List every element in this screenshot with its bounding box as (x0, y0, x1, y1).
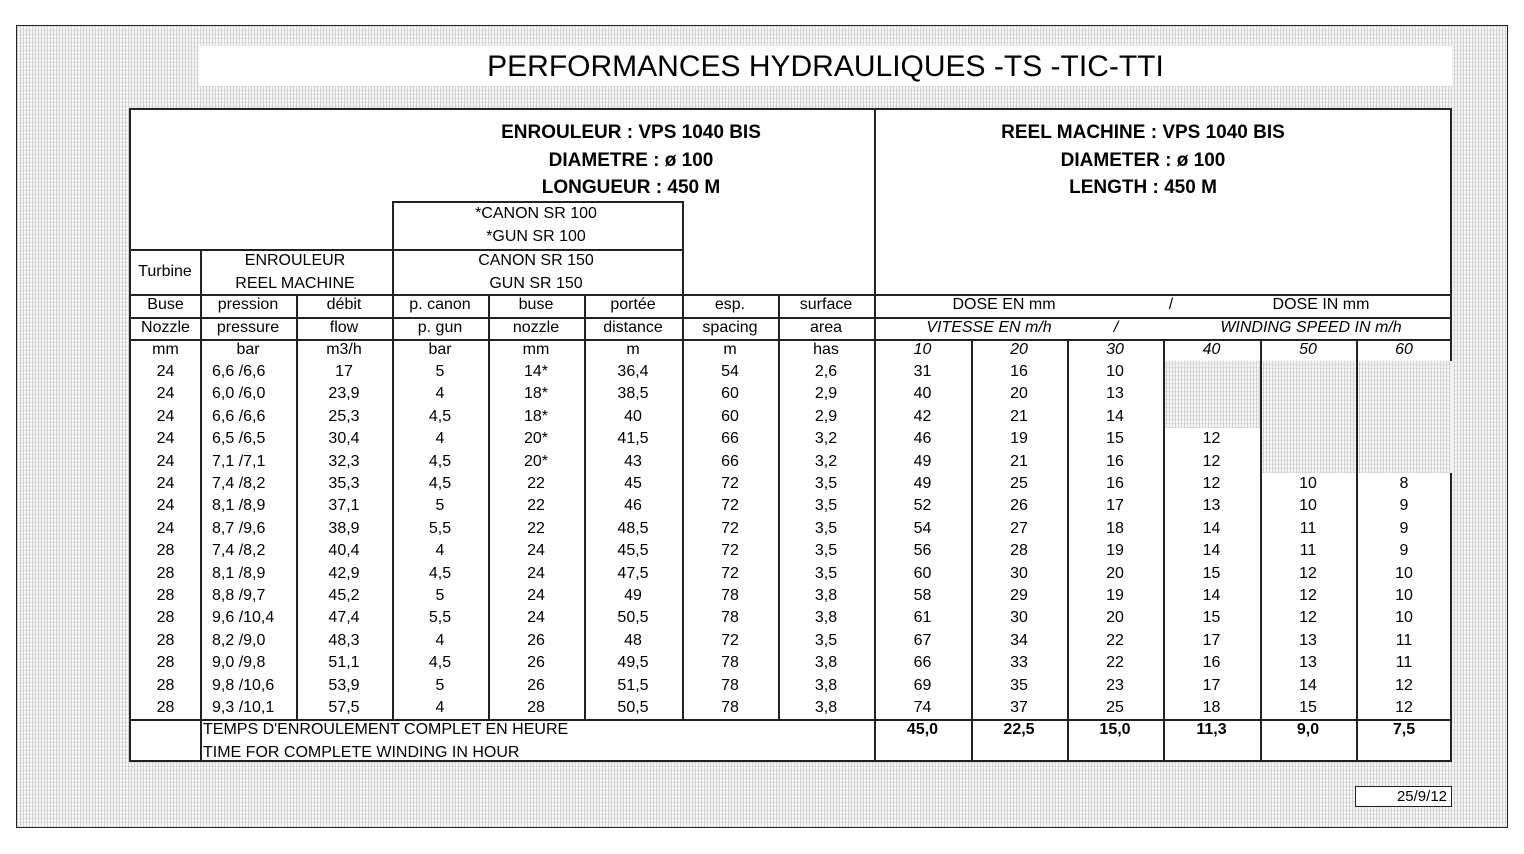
table-cell: 22 (527, 497, 545, 515)
table-cell: 11 (1395, 631, 1413, 649)
table-cell: 24 (156, 475, 175, 492)
table-cell: 26 (527, 654, 545, 672)
col-unit-3: bar (428, 341, 452, 358)
table-cell: 49,5 (617, 654, 649, 672)
table-cell: 6,6 /6,6 (212, 363, 266, 380)
table-cell: 54 (913, 519, 932, 537)
table-cell: 24 (156, 407, 175, 425)
table-cell: 26 (1010, 497, 1028, 515)
table-cell: 31 (913, 363, 932, 380)
table-cell: 34 (1010, 631, 1028, 649)
table-cell: 28 (156, 631, 175, 649)
table-cell: 14 (1299, 676, 1317, 694)
table-cell: 5 (435, 587, 445, 604)
table-cell: 72 (721, 564, 739, 582)
table-cell: 66 (721, 430, 739, 448)
table-cell: 10 (1299, 497, 1317, 515)
table-cell: 38,9 (328, 519, 360, 537)
table-cell: 78 (721, 676, 739, 694)
table-cell: 8,1 /8,9 (212, 564, 266, 582)
table-cell: 16 (1106, 452, 1124, 470)
col-header-fr-1: pression (217, 296, 279, 313)
col-header-en-6: spacing (702, 319, 758, 336)
col-header-fr-5: portée (610, 296, 656, 313)
table-cell: 25 (1106, 699, 1124, 716)
table-cell: 17 (335, 363, 353, 380)
table-cell: 12 (1202, 475, 1221, 492)
dose-label-fr: DOSE EN mm (952, 296, 1056, 313)
table-cell: 14 (1202, 587, 1221, 604)
table-cell: 28 (156, 542, 175, 560)
table-cell: 21 (1010, 407, 1028, 425)
table-cell: 3,5 (814, 542, 838, 560)
table-cell: 4 (435, 542, 445, 560)
gun-box-right (682, 201, 684, 294)
table-cell: 61 (913, 609, 932, 627)
reel-label-fr: ENROULEUR (244, 252, 346, 269)
table-cell: 36,4 (617, 363, 649, 380)
table-cell: 5,5 (428, 519, 452, 537)
table-cell: 20* (523, 452, 549, 470)
col-header-fr-6: esp. (714, 296, 746, 313)
speed-separator: / (1113, 319, 1119, 336)
table-cell: 42,9 (328, 564, 360, 582)
turbine-top (131, 249, 392, 251)
table-cell: 16 (1010, 363, 1028, 380)
col-unit-5: m (626, 341, 640, 358)
table-cell: 49 (913, 452, 932, 470)
table-cell: 10 (1395, 564, 1413, 582)
table-cell: 24 (156, 452, 175, 470)
date-stamp: 25/9/12 (1355, 786, 1452, 807)
col-unit-4: mm (522, 341, 550, 358)
table-cell: 78 (721, 609, 739, 627)
table-cell: 22 (1106, 631, 1124, 649)
table-cell: 40 (624, 407, 642, 425)
table-cell: 6,0 /6,0 (212, 385, 266, 403)
table-cell: 12 (1395, 676, 1413, 694)
gun-box-2 (391, 249, 681, 295)
table-cell: 51,1 (328, 654, 360, 672)
table-cell: 42 (913, 407, 932, 425)
table-cell: 32,3 (328, 452, 360, 470)
table-cell: 48 (624, 631, 642, 649)
table-cell: 5 (435, 497, 445, 515)
table-cell: 30 (1010, 564, 1028, 582)
table-cell: 7,4 /8,2 (212, 475, 266, 492)
table-cell: 19 (1106, 542, 1124, 560)
table-cell: 13 (1106, 385, 1124, 403)
speed-value-1: 20 (1010, 341, 1028, 358)
table-cell: 72 (721, 497, 739, 515)
table-cell: 27 (1010, 519, 1028, 537)
table-cell: 48,3 (328, 631, 360, 649)
table-cell: 17 (1202, 676, 1221, 694)
table-cell: 30 (1010, 609, 1028, 627)
table-cell: 16 (1106, 475, 1124, 492)
col-header-en-2: flow (329, 319, 359, 336)
table-cell: 45,2 (328, 587, 360, 604)
col-unit-2: m3/h (326, 341, 362, 358)
speed-value-0: 10 (913, 341, 932, 358)
table-cell: 74 (913, 699, 932, 716)
table-cell: 3,8 (814, 654, 838, 672)
gun-1-en: *GUN SR 100 (486, 228, 586, 245)
table-cell: 37 (1010, 699, 1028, 716)
table-cell: 3,5 (814, 519, 838, 537)
table-cell: 4,5 (428, 654, 452, 672)
col-header-fr-2: débit (326, 296, 362, 313)
table-cell: 72 (721, 631, 739, 649)
gun-box-left (392, 201, 394, 294)
table-cell: 4,5 (428, 564, 452, 582)
table-cell: 47,4 (328, 609, 360, 627)
table-cell: 18 (1106, 519, 1124, 537)
table-cell: 4 (435, 430, 445, 448)
table-cell: 2,6 (814, 363, 838, 380)
table-cell: 12 (1202, 452, 1221, 470)
gun-2-en: GUN SR 150 (489, 275, 583, 292)
page-title: PERFORMANCES HYDRAULIQUES -TS -TIC-TTI (199, 46, 1452, 86)
table-cell: 14* (523, 363, 549, 380)
speed-label-en: WINDING SPEED IN m/h (1220, 319, 1402, 336)
table-cell: 46 (913, 430, 932, 448)
col-header-en-0: Nozzle (141, 319, 190, 336)
table-cell: 54 (721, 363, 739, 380)
table-cell: 24 (527, 564, 545, 582)
empty-cell-shading (1356, 361, 1452, 473)
machine-fr: ENROULEUR : VPS 1040 BIS (501, 122, 761, 143)
winding-time-0: 45,0 (906, 721, 939, 739)
table-cell: 25 (1010, 475, 1028, 492)
table-cell: 20 (1106, 564, 1124, 582)
table-cell: 23 (1106, 676, 1124, 694)
table-cell: 26 (527, 631, 545, 649)
table-cell: 15 (1202, 609, 1221, 627)
table-cell: 9,6 /10,4 (212, 609, 275, 627)
table-cell: 4,5 (428, 407, 452, 425)
table-cell: 3,8 (814, 609, 838, 627)
dose-label-en: DOSE IN mm (1272, 296, 1370, 313)
reel-label-en: REEL MACHINE (235, 275, 355, 292)
col-header-en-1: pressure (216, 319, 280, 336)
performance-table (129, 108, 1452, 762)
table-cell: 2,9 (814, 407, 838, 425)
table-cell: 35 (1010, 676, 1028, 694)
table-cell: 50,5 (617, 609, 649, 627)
table-cell: 15 (1299, 699, 1317, 716)
empty-cell-shading (1260, 361, 1356, 473)
diameter-en: DIAMETER : ø 100 (1060, 149, 1226, 171)
table-cell: 78 (721, 587, 739, 604)
table-cell: 45 (624, 475, 642, 492)
gun-2-fr: CANON SR 150 (478, 252, 594, 269)
table-cell: 9 (1399, 519, 1409, 537)
table-cell: 13 (1202, 497, 1221, 515)
col-header-fr-7: surface (799, 296, 853, 313)
table-cell: 11 (1299, 519, 1317, 537)
table-cell: 10 (1299, 475, 1317, 492)
table-cell: 24 (156, 497, 175, 515)
table-cell: 56 (913, 542, 932, 560)
table-cell: 28 (156, 676, 175, 694)
table-cell: 12 (1202, 430, 1221, 448)
table-cell: 12 (1299, 564, 1317, 582)
table-cell: 57,5 (328, 699, 360, 716)
table-cell: 4 (435, 631, 445, 649)
table-cell: 3,5 (814, 475, 838, 492)
dose-separator: / (1168, 296, 1174, 313)
table-cell: 15 (1106, 430, 1124, 448)
table-cell: 52 (913, 497, 932, 515)
table-cell: 26 (527, 676, 545, 694)
table-cell: 3,2 (814, 430, 838, 448)
table-cell: 18* (523, 385, 549, 403)
table-cell: 60 (913, 564, 932, 582)
table-cell: 78 (721, 654, 739, 672)
table-cell: 11 (1395, 654, 1413, 672)
gun-box-1 (391, 202, 681, 248)
table-cell: 3,8 (814, 587, 838, 604)
winding-time-2: 15,0 (1099, 721, 1131, 739)
col-header-en-7: area (809, 319, 843, 336)
table-cell: 20* (523, 430, 549, 448)
speed-value-5: 60 (1395, 341, 1413, 358)
table-cell: 3,8 (814, 676, 838, 694)
table-cell: 4 (435, 699, 445, 716)
table-cell: 60 (721, 407, 739, 425)
winding-time-1: 22,5 (1003, 721, 1035, 739)
length-en: LENGTH : 450 M (1069, 177, 1217, 198)
footer-label-fr: TEMPS D'ENROULEMENT COMPLET EN HEURE (203, 721, 569, 739)
table-cell: 28 (156, 699, 175, 716)
diameter-fr: DIAMETRE : ø 100 (548, 149, 714, 171)
table-cell: 9,8 /10,6 (212, 676, 275, 694)
table-cell: 24 (156, 519, 175, 537)
gun-1-fr: *CANON SR 100 (475, 205, 597, 222)
speed-value-3: 40 (1202, 341, 1221, 358)
col-header-en-4: nozzle (512, 319, 560, 336)
table-cell: 2,9 (814, 385, 838, 403)
table-cell: 12 (1299, 609, 1317, 627)
table-cell: 37,1 (328, 497, 360, 515)
speed-value-2: 30 (1106, 341, 1124, 358)
table-cell: 8 (1399, 475, 1409, 492)
table-cell: 21 (1010, 452, 1028, 470)
table-cell: 3,5 (814, 631, 838, 649)
table-cell: 13 (1299, 631, 1317, 649)
table-cell: 14 (1202, 542, 1221, 560)
col-unit-0: mm (152, 341, 179, 358)
table-cell: 9,0 /9,8 (212, 654, 266, 672)
speed-value-4: 50 (1299, 341, 1317, 358)
table-cell: 24 (527, 587, 545, 604)
table-cell: 7,4 /8,2 (212, 542, 266, 560)
table-cell: 6,6 /6,6 (212, 407, 266, 425)
table-cell: 66 (913, 654, 932, 672)
table-cell: 72 (721, 519, 739, 537)
table-cell: 40,4 (328, 542, 360, 560)
table-cell: 35,3 (328, 475, 360, 492)
table-cell: 28 (156, 564, 175, 582)
table-cell: 16 (1202, 654, 1221, 672)
table-cell: 5 (435, 363, 445, 380)
table-cell: 72 (721, 475, 739, 492)
table-cell: 10 (1395, 609, 1413, 627)
table-cell: 50,5 (617, 699, 649, 716)
col-unit-1: bar (236, 341, 260, 358)
table-cell: 78 (721, 699, 739, 716)
col-header-en-5: distance (603, 319, 663, 336)
table-cell: 33 (1010, 654, 1028, 672)
table-cell: 8,7 /9,6 (212, 519, 266, 537)
table-cell: 3,5 (814, 564, 838, 582)
table-cell: 4 (435, 385, 445, 403)
table-cell: 3,2 (814, 452, 838, 470)
table-cell: 10 (1106, 363, 1124, 380)
table-cell: 38,5 (617, 385, 649, 403)
table-cell: 72 (721, 542, 739, 560)
turbine-label: Turbine (138, 263, 192, 280)
table-cell: 24 (156, 430, 175, 448)
table-cell: 17 (1202, 631, 1221, 649)
empty-cell-shading (1163, 361, 1260, 428)
table-cell: 67 (913, 631, 932, 649)
table-cell: 23,9 (328, 385, 360, 403)
table-cell: 19 (1010, 430, 1028, 448)
col-header-fr-3: p. canon (409, 296, 471, 313)
col-header-fr-0: Buse (147, 296, 184, 313)
header-fr (391, 119, 871, 202)
table-cell: 24 (527, 609, 545, 627)
table-cell: 6,5 /6,5 (212, 430, 266, 448)
table-cell: 9 (1399, 542, 1409, 560)
table-cell: 18 (1202, 699, 1221, 716)
table-cell: 15 (1202, 564, 1221, 582)
table-cell: 17 (1106, 497, 1124, 515)
footer-label-en: TIME FOR COMPLETE WINDING IN HOUR (203, 743, 520, 761)
table-cell: 43 (624, 452, 642, 470)
table-cell: 7,1 /7,1 (212, 452, 266, 470)
table-cell: 40 (913, 385, 932, 403)
table-cell: 11 (1299, 542, 1317, 560)
table-cell: 8,1 /8,9 (212, 497, 266, 515)
winding-time-5: 7,5 (1392, 721, 1416, 739)
col-unit-7: has (813, 341, 839, 358)
table-cell: 29 (1010, 587, 1028, 604)
table-cell: 9,3 /10,1 (212, 699, 275, 716)
winding-time-4: 9,0 (1296, 721, 1320, 739)
table-cell: 12 (1299, 587, 1317, 604)
machine-en: REEL MACHINE : VPS 1040 BIS (1001, 122, 1285, 143)
speed-label-fr: VITESSE EN m/h (926, 319, 1052, 336)
table-cell: 5 (435, 676, 445, 694)
table-cell: 25,3 (328, 407, 360, 425)
table-cell: 24 (527, 542, 545, 560)
table-cell: 51,5 (617, 676, 649, 694)
table-cell: 53,9 (328, 676, 360, 694)
table-cell: 5,5 (428, 609, 452, 627)
table-cell: 4,5 (428, 475, 452, 492)
table-cell: 3,8 (814, 699, 838, 716)
table-cell: 4,5 (428, 452, 452, 470)
gun-box-mid (392, 249, 682, 251)
table-cell: 22 (527, 519, 545, 537)
table-cell: 48,5 (617, 519, 649, 537)
length-fr: LONGUEUR : 450 M (541, 177, 721, 198)
table-cell: 12 (1395, 699, 1413, 716)
table-cell: 22 (527, 475, 545, 492)
table-cell: 46 (624, 497, 642, 515)
table-cell: 45,5 (617, 542, 649, 560)
table-cell: 3,5 (814, 497, 838, 515)
table-cell: 41,5 (617, 430, 649, 448)
col-header-en-3: p. gun (417, 319, 463, 336)
table-cell: 19 (1106, 587, 1124, 604)
col-unit-6: m (723, 341, 737, 358)
table-cell: 8,2 /9,0 (212, 631, 266, 649)
table-cell: 24 (156, 363, 175, 380)
table-cell: 49 (624, 587, 642, 604)
table-cell: 66 (721, 452, 739, 470)
table-cell: 28 (156, 654, 175, 672)
table-cell: 8,8 /9,7 (212, 587, 266, 604)
table-cell: 14 (1202, 519, 1221, 537)
table-cell: 13 (1299, 654, 1317, 672)
table-cell: 58 (913, 587, 932, 604)
table-cell: 47,5 (617, 564, 649, 582)
table-cell: 9 (1399, 497, 1409, 515)
table-cell: 18* (523, 407, 549, 425)
table-cell: 28 (1010, 542, 1028, 560)
table-cell: 30,4 (328, 430, 360, 448)
table-cell: 28 (156, 587, 175, 604)
winding-time-3: 11,3 (1196, 721, 1227, 739)
col-header-fr-4: buse (518, 296, 554, 313)
table-cell: 28 (156, 609, 175, 627)
table-cell: 60 (721, 385, 739, 403)
table-cell: 10 (1395, 587, 1413, 604)
table-cell: 22 (1106, 654, 1124, 672)
table-cell: 14 (1106, 407, 1124, 425)
table-cell: 69 (913, 676, 932, 694)
reel-label (200, 249, 390, 295)
header-en (903, 119, 1383, 202)
table-cell: 20 (1010, 385, 1028, 403)
table-cell: 20 (1106, 609, 1124, 627)
table-cell: 28 (527, 699, 545, 716)
gun-box-top (392, 201, 682, 203)
table-cell: 24 (156, 385, 175, 403)
table-cell: 49 (913, 475, 932, 492)
